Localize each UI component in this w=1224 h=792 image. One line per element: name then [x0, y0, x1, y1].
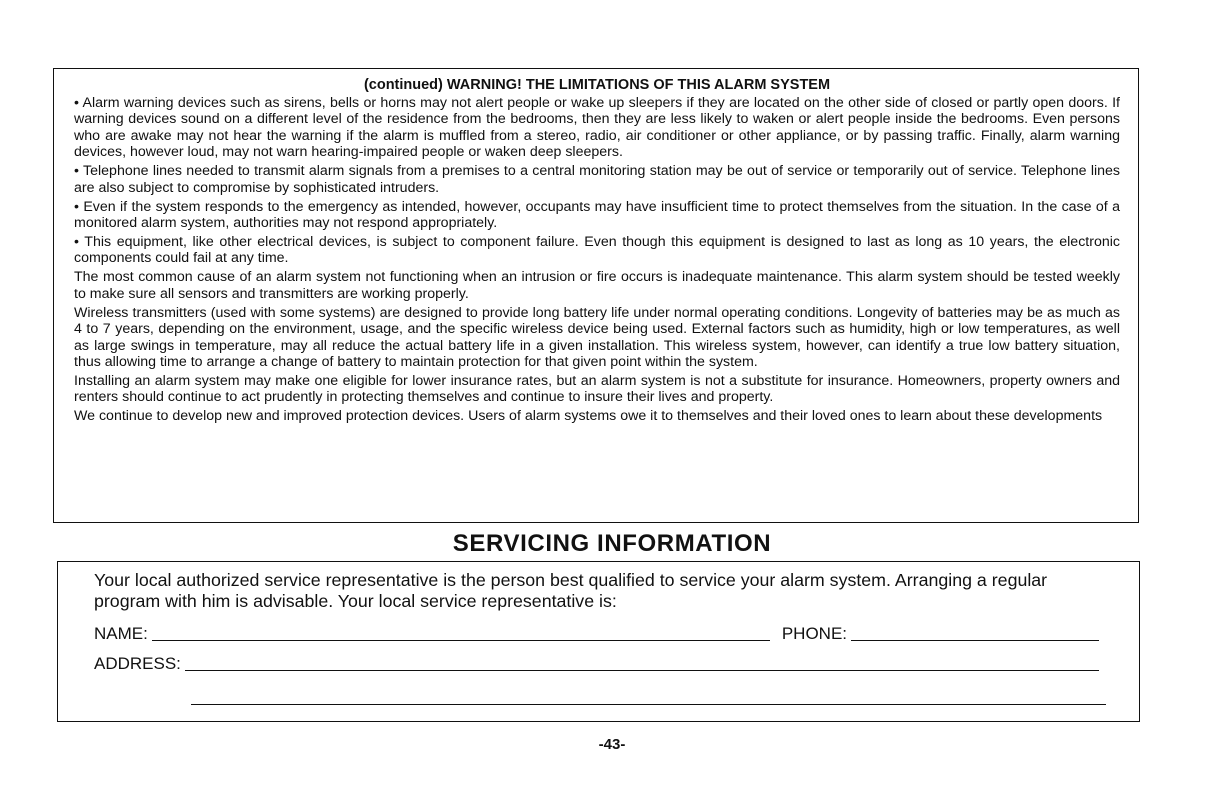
warning-paragraph: Installing an alarm system may make one eligible for lower insurance rates, but an alarm system is not a substitute for insurance. Homeowners, property owners and renters should continue to act prudently in protecting themselves and continue to insure their lives and property. [74, 373, 1120, 406]
page-number: -43- [598, 736, 626, 753]
name-field [94, 624, 1099, 644]
warning-paragraph: We continue to develop new and improved protection devices. Users of alarm systems owe it to themselves and their loved ones to learn about these developments [74, 408, 1103, 425]
servicing-section [57, 561, 1140, 722]
phone-label: PHONE: [781, 624, 848, 643]
address-line[interactable] [185, 670, 1099, 671]
warning-paragraph: The most common cause of an alarm system not functioning when an intrusion or fire occurs is inadequate maintenance. This alarm system should be tested weekly to make sure all sensors and transmitters are working properly. [74, 269, 1120, 302]
phone-line[interactable] [851, 640, 1099, 641]
warning-paragraph: • Alarm warning devices such as sirens, bells or horns may not alert people or wake up sleepers if they are located on the other side of closed or partly open doors. If warning devices sound on a different level of the residence from the bedrooms, then they are less likely to waken or alert people inside the bedrooms. Even persons who are awake may not hear the warning if the alarm is muffled from a stereo, radio, air conditioner or other appliance, or by passing traffic. Finally, alarm warning devices, however loud, may not warn hearing-impaired people or waken deep sleepers. [74, 95, 1120, 161]
servicing-heading: SERVICING INFORMATION [452, 530, 772, 557]
warning-paragraph: • Even if the system responds to the emergency as intended, however, occupants may have insufficient time to protect themselves from the situation. In the case of a monitored alarm system, authorities may not respond appropriately. [74, 198, 1120, 232]
warning-paragraph: • This equipment, like other electrical devices, is subject to component failure. Even though this equipment is designed to last as long as 10 years, the electronic components could fail at any time. [74, 234, 1120, 267]
address-label: ADDRESS: [94, 654, 181, 673]
name-label: NAME: [94, 624, 148, 643]
address-line-2[interactable] [191, 704, 1106, 705]
warning-paragraph: Wireless transmitters (used with some systems) are designed to provide long battery life under normal operating conditions. Longevity of batteries may be as much as 4 to 7 years, depending on the environment, usage, and the specific wireless device being used. External factors such as humidity, high or low temperatures, as well as large swings in temperature, may all reduce the actual battery life in a given installation. This wireless system, however, can identify a true low battery situation, thus allowing time to arrange a change of battery to maintain protection for that given point within the system. [74, 304, 1120, 371]
warning-title: (continued) WARNING! THE LIMITATIONS OF THIS ALARM SYSTEM [363, 77, 831, 93]
servicing-text: Your local authorized service representative is the person best qualified to service your alarm system. Arranging a regular program with him is advisable. Your local service representative is: [94, 570, 1048, 611]
name-line[interactable] [152, 640, 770, 641]
warning-section [53, 68, 1139, 523]
warning-paragraph: • Telephone lines needed to transmit alarm signals from a premises to a central monitoring station may be out of service or temporarily out of service. Telephone lines are also subject to compromise by sophisticated intruders. [74, 163, 1120, 196]
address-field [94, 654, 1099, 674]
